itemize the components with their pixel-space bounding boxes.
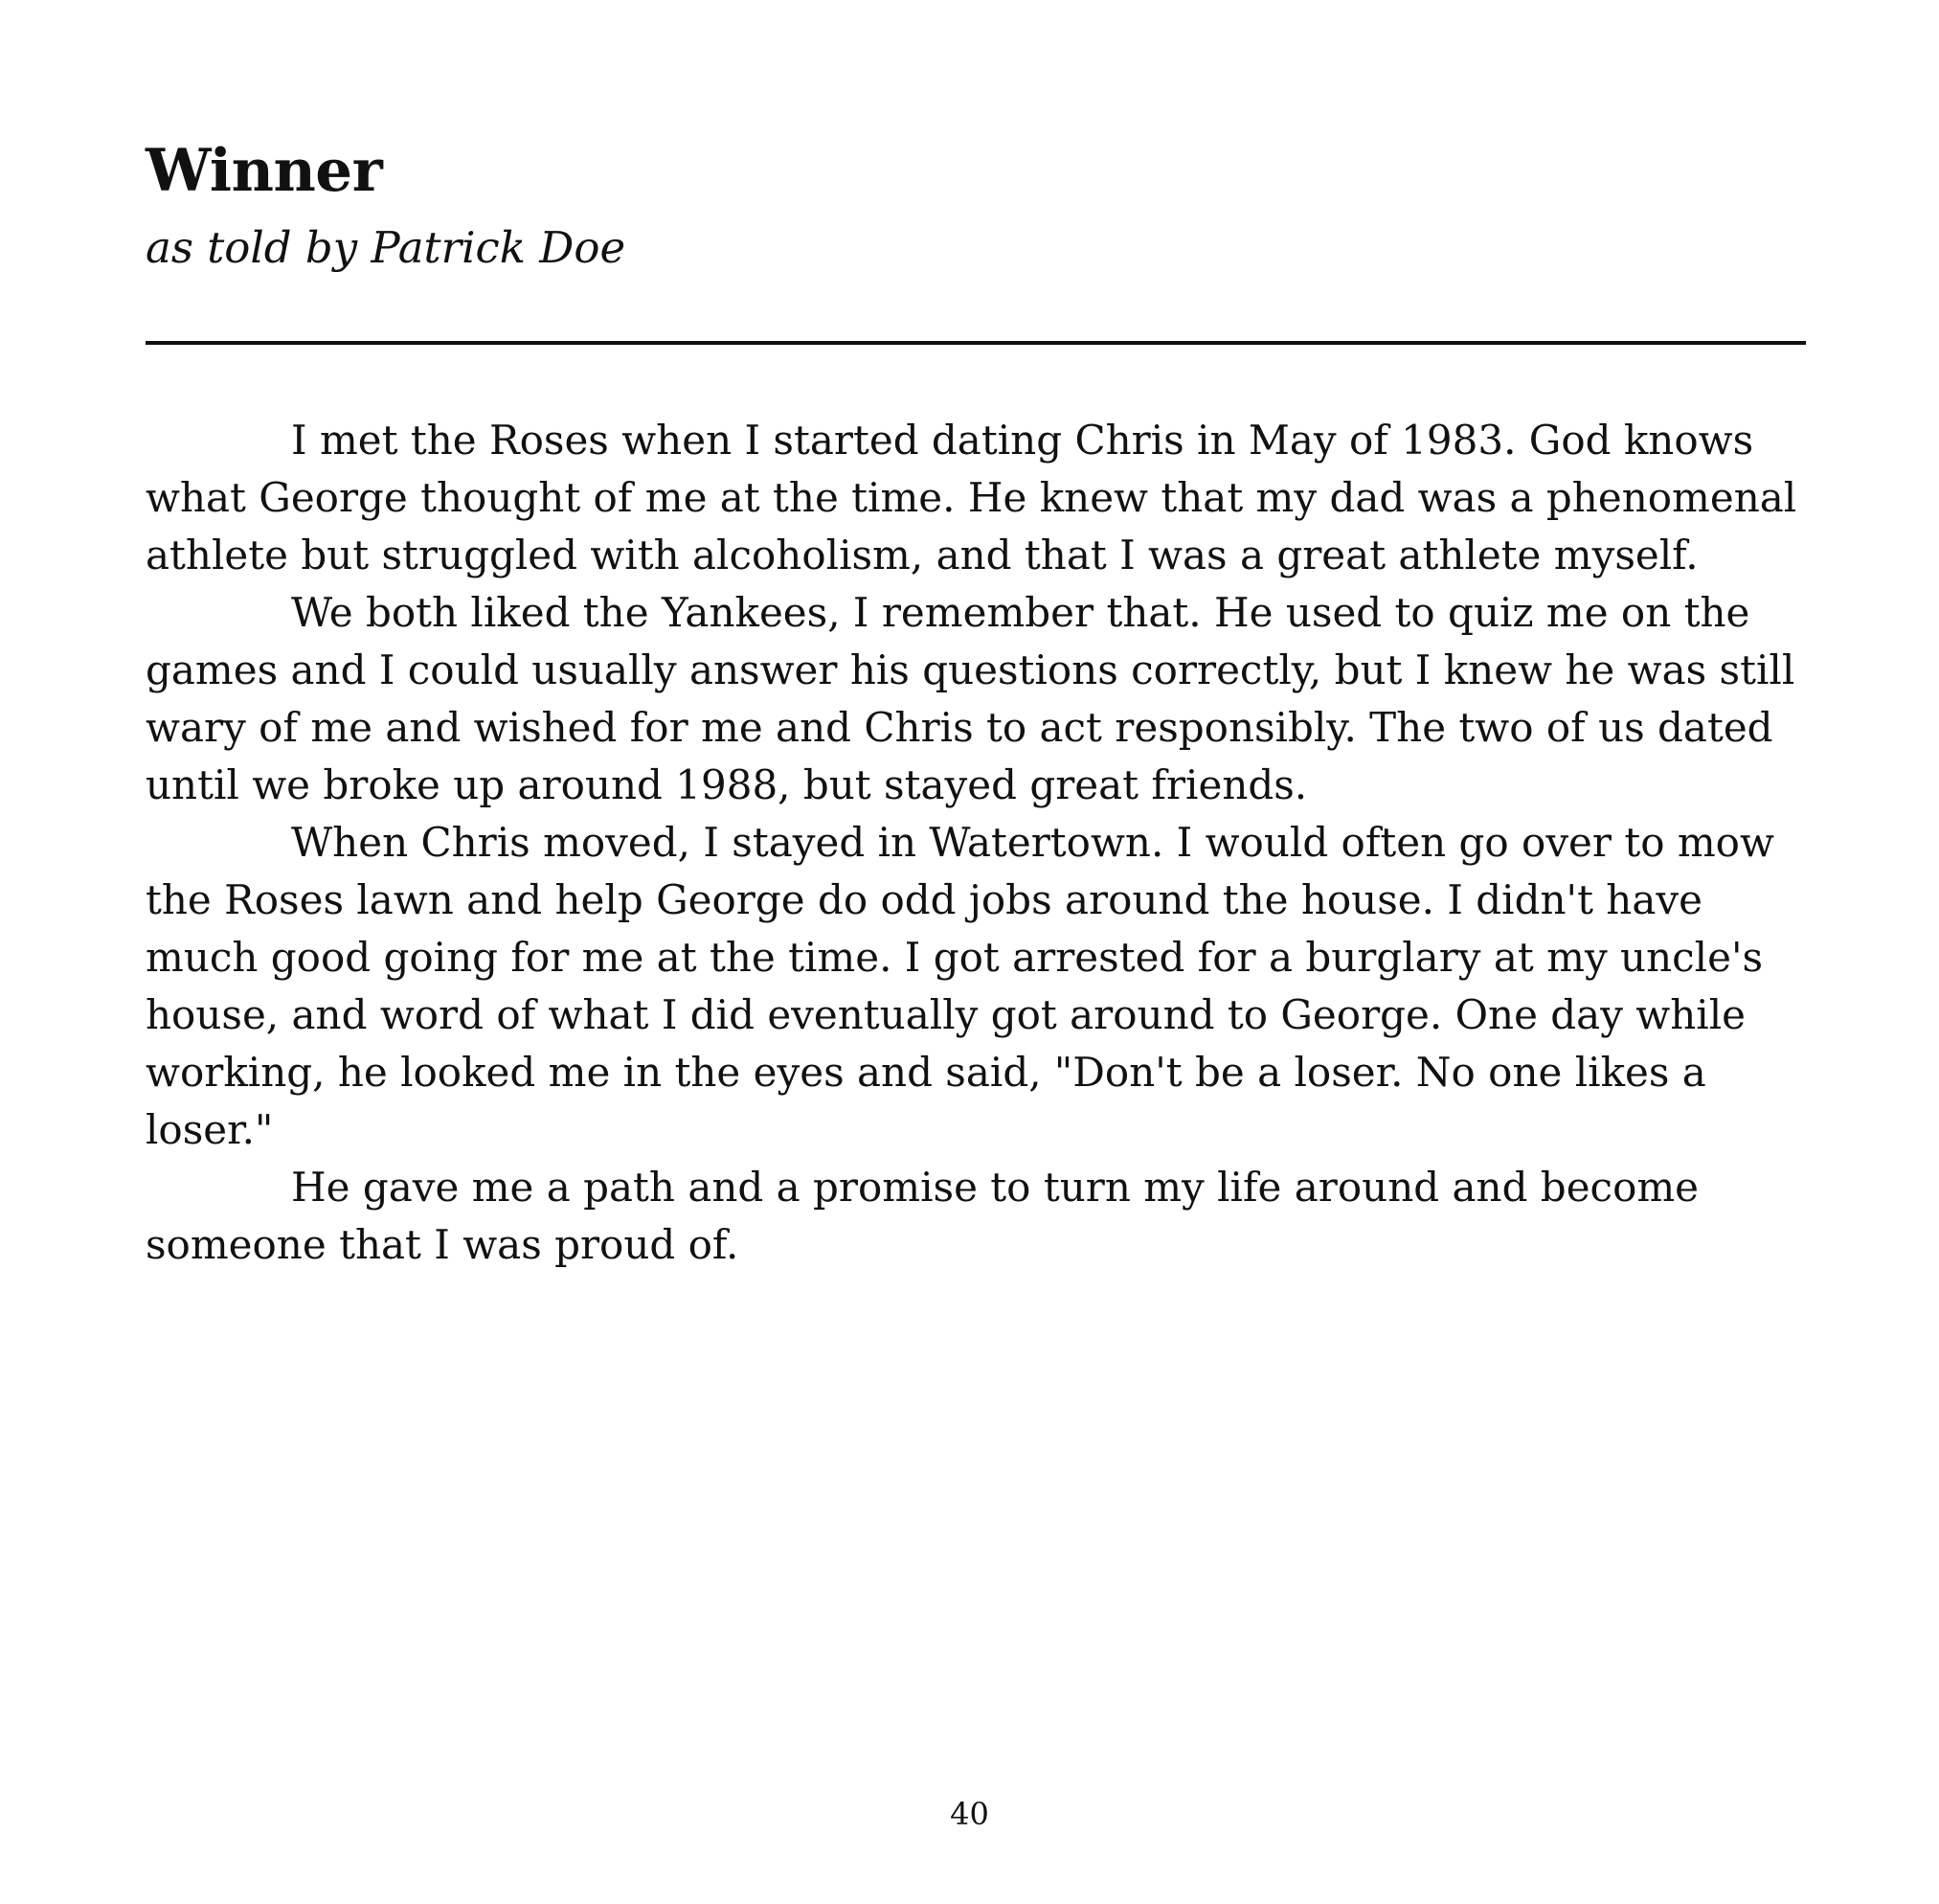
paragraph: I met the Roses when I started dating Chris in May of 1983. God knows what George thought of me at the time. He knew that my dad was a phenomenal athlete but struggled with alcoholism, and that I was a great athlete myself. bbox=[146, 417, 1797, 578]
paragraph: When Chris moved, I stayed in Watertown. I would often go over to mow the Roses lawn and help George do odd jobs around the house. I didn't have much good going for me at the time. I got arrested for a burglary at my uncle's house, and word of what I did eventually got around to George. One day while working, he looked me in the eyes and said, "Don't be a loser. No one likes a loser." bbox=[146, 819, 1774, 1153]
story-body bbox=[146, 412, 1806, 1274]
byline: as told by Patrick Doe bbox=[146, 222, 626, 273]
page-title: Winner bbox=[146, 137, 383, 205]
title-divider bbox=[146, 341, 1806, 345]
page-number: 40 bbox=[950, 1796, 989, 1832]
paragraph: We both liked the Yankees, I remember that. He used to quiz me on the games and I could usually answer his questions correctly, but I knew he was still wary of me and wished for me and Chris to act responsibly. The two of us dated until we broke up around 1988, but stayed great friends. bbox=[146, 589, 1795, 808]
paragraph: He gave me a path and a promise to turn my life around and become someone that I was proud of. bbox=[146, 1164, 1700, 1268]
